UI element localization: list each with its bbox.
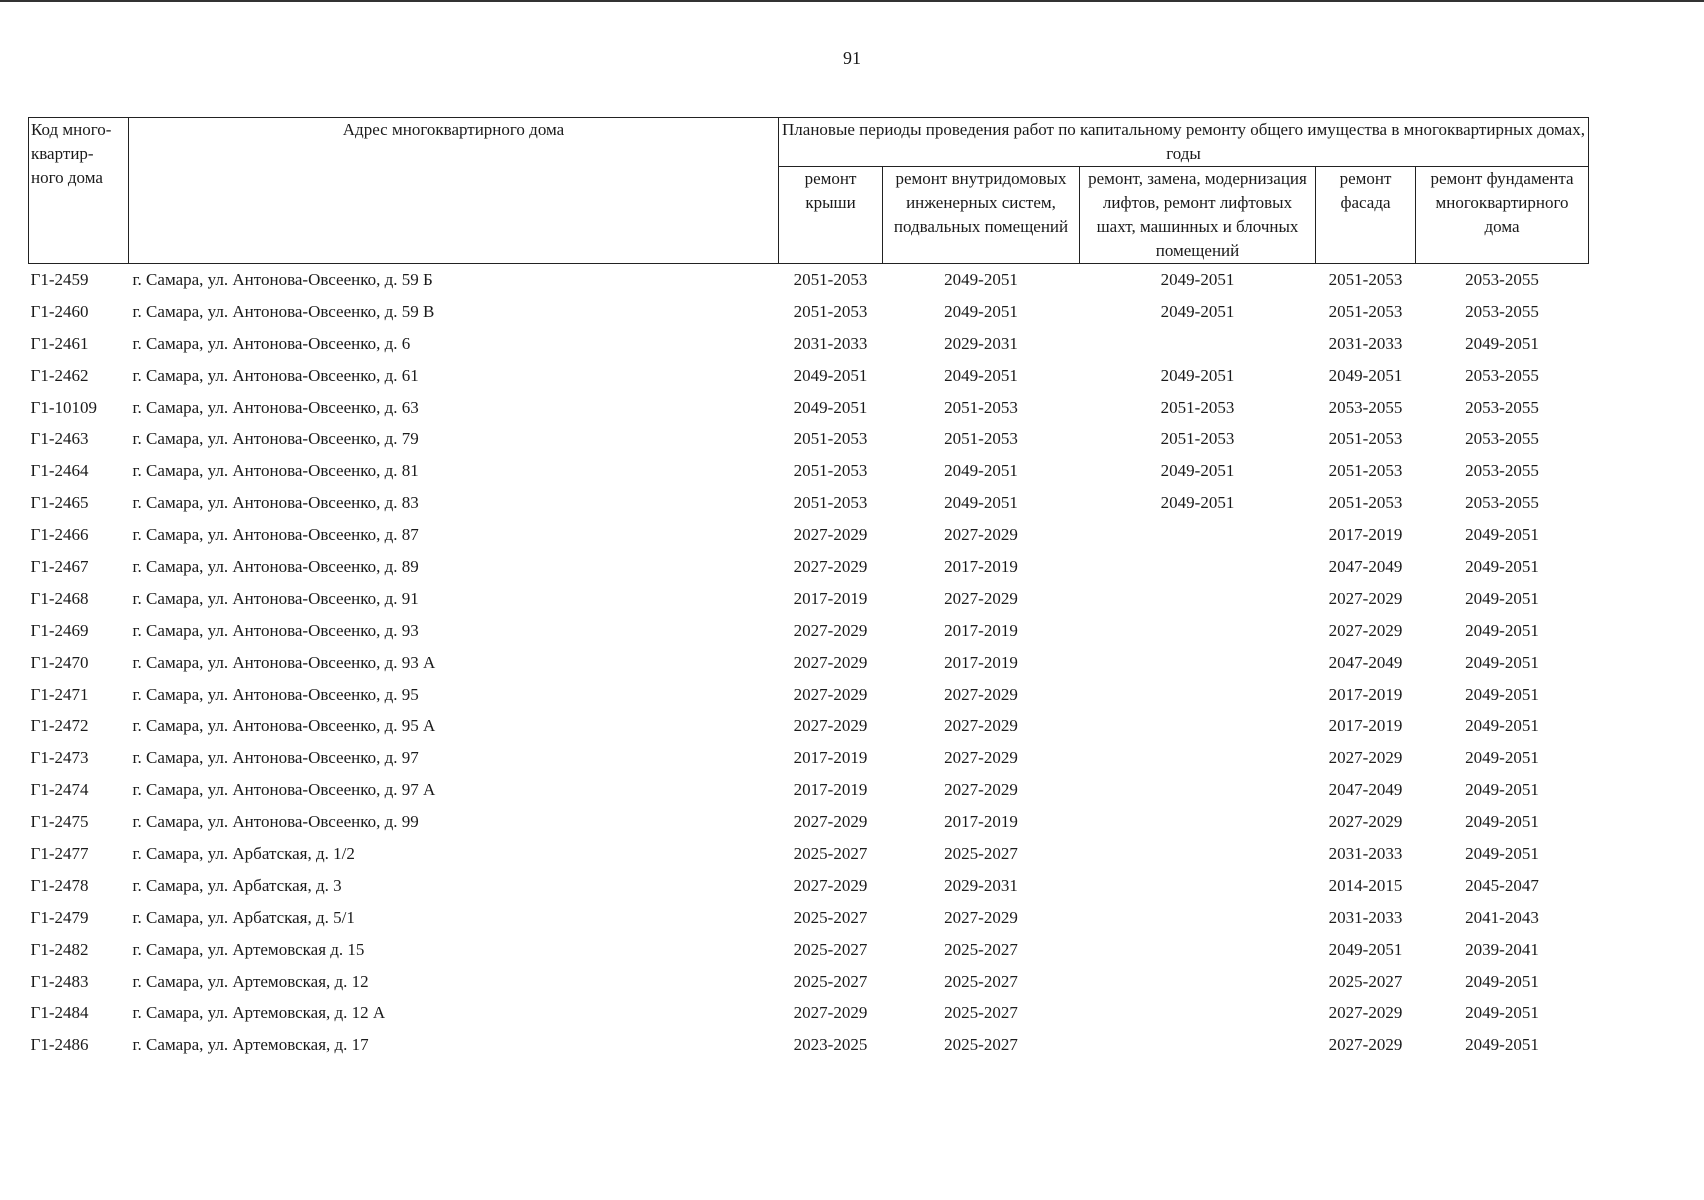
cell-roof: 2027-2029: [793, 716, 868, 736]
cell-foundation: 2049-2051: [1465, 525, 1539, 545]
cell-engineering: 2027-2029: [944, 684, 1018, 704]
cell-address: г. Самара, ул. Антонова-Овсеенко, д. 97: [132, 748, 419, 768]
cell-foundation: 2053-2055: [1465, 365, 1539, 385]
cell-facade: 2017-2019: [1328, 525, 1403, 545]
cell-roof: 2025-2027: [793, 971, 868, 991]
cell-engineering: 2025-2027: [944, 1035, 1018, 1055]
cell-roof: 2051-2053: [793, 301, 868, 321]
cell-code: Г1-2461: [30, 333, 89, 353]
cell-address: г. Самара, ул. Арбатская, д. 5/1: [132, 907, 355, 927]
cell-lift: [1080, 902, 1316, 934]
cell-facade: 2017-2019: [1328, 716, 1403, 736]
cell-roof: 2027-2029: [793, 556, 868, 576]
cell-roof: 2023-2025: [793, 1035, 868, 1055]
cell-code: Г1-2482: [30, 939, 89, 959]
cell-code: Г1-2467: [30, 556, 89, 576]
cell-lift: [1080, 742, 1316, 774]
cell-engineering: 2027-2029: [944, 780, 1018, 800]
cell-lift: 2051-2053: [1160, 429, 1235, 449]
cell-code: Г1-2462: [30, 365, 89, 385]
cell-facade: 2051-2053: [1328, 493, 1403, 513]
cell-lift: [1080, 806, 1316, 838]
page-top-border: [0, 0, 1704, 2]
cell-facade: 2014-2015: [1328, 875, 1403, 895]
table-row: [29, 264, 1589, 296]
cell-engineering: 2049-2051: [944, 461, 1018, 481]
cell-facade: 2025-2027: [1328, 971, 1403, 991]
header-foundation: ремонт фундамента многоквартирного дома: [1416, 167, 1589, 264]
cell-facade: 2047-2049: [1328, 652, 1403, 672]
cell-code: Г1-2464: [30, 461, 89, 481]
header-periods: Плановые периоды проведения работ по капитальному ремонту общего имущества в многоквартирных домах, годы: [779, 118, 1589, 167]
cell-engineering: 2049-2051: [944, 493, 1018, 513]
cell-facade: 2027-2029: [1328, 812, 1403, 832]
cell-engineering: 2029-2031: [944, 875, 1018, 895]
cell-address: г. Самара, ул. Антонова-Овсеенко, д. 79: [132, 429, 419, 449]
cell-facade: 2027-2029: [1328, 1003, 1403, 1023]
cell-foundation: 2049-2051: [1465, 780, 1539, 800]
cell-facade: 2017-2019: [1328, 684, 1403, 704]
cell-foundation: 2049-2051: [1465, 971, 1539, 991]
cell-foundation: 2049-2051: [1465, 684, 1539, 704]
cell-facade: 2051-2053: [1328, 269, 1403, 289]
cell-foundation: 2039-2041: [1465, 939, 1539, 959]
repair-schedule-table: [28, 117, 1589, 1061]
cell-foundation: 2053-2055: [1465, 269, 1539, 289]
table-row: [29, 806, 1589, 838]
cell-foundation: 2049-2051: [1465, 620, 1539, 640]
table-row: [29, 870, 1589, 902]
cell-engineering: 2049-2051: [944, 301, 1018, 321]
cell-lift: 2049-2051: [1160, 493, 1235, 513]
cell-facade: 2027-2029: [1328, 1035, 1403, 1055]
cell-lift: [1080, 519, 1316, 551]
header-address: Адрес многоквартирного дома: [129, 118, 779, 264]
cell-code: Г1-2471: [30, 684, 89, 704]
cell-foundation: 2049-2051: [1465, 333, 1539, 353]
cell-lift: 2049-2051: [1160, 365, 1235, 385]
cell-lift: 2051-2053: [1160, 397, 1235, 417]
cell-code: Г1-2463: [30, 429, 89, 449]
cell-engineering: 2051-2053: [944, 429, 1018, 449]
cell-foundation: 2049-2051: [1465, 1003, 1539, 1023]
cell-foundation: 2045-2047: [1465, 875, 1539, 895]
cell-engineering: 2029-2031: [944, 333, 1018, 353]
cell-address: г. Самара, ул. Артемовская, д. 17: [132, 1035, 369, 1055]
cell-lift: [1080, 647, 1316, 679]
cell-lift: [1080, 615, 1316, 647]
cell-facade: 2031-2033: [1328, 907, 1403, 927]
cell-code: Г1-10109: [30, 397, 97, 417]
table-row: [29, 487, 1589, 519]
cell-lift: [1080, 710, 1316, 742]
table-row: [29, 328, 1589, 360]
cell-engineering: 2017-2019: [944, 652, 1018, 672]
cell-engineering: 2025-2027: [944, 843, 1018, 863]
cell-foundation: 2049-2051: [1465, 812, 1539, 832]
cell-foundation: 2053-2055: [1465, 301, 1539, 321]
cell-engineering: 2017-2019: [944, 812, 1018, 832]
cell-roof: 2017-2019: [793, 588, 868, 608]
cell-facade: 2031-2033: [1328, 843, 1403, 863]
table-header: [29, 118, 1589, 264]
header-roof: ремонт крыши: [779, 167, 883, 264]
cell-address: г. Самара, ул. Антонова-Овсеенко, д. 87: [132, 525, 419, 545]
header-code: Код много-квартир-ного дома: [29, 118, 129, 264]
table-row: [29, 519, 1589, 551]
table-row: [29, 966, 1589, 998]
cell-foundation: 2053-2055: [1465, 397, 1539, 417]
cell-foundation: 2049-2051: [1465, 588, 1539, 608]
cell-code: Г1-2472: [30, 716, 89, 736]
cell-roof: 2027-2029: [793, 684, 868, 704]
cell-address: г. Самара, ул. Артемовская, д. 12: [132, 971, 369, 991]
table-row: [29, 902, 1589, 934]
table-row: [29, 934, 1589, 966]
cell-roof: 2027-2029: [793, 812, 868, 832]
cell-engineering: 2017-2019: [944, 556, 1018, 576]
table-row: [29, 1029, 1589, 1061]
cell-address: г. Самара, ул. Антонова-Овсеенко, д. 83: [132, 493, 419, 513]
cell-engineering: 2049-2051: [944, 365, 1018, 385]
cell-code: Г1-2478: [30, 875, 89, 895]
cell-lift: [1080, 966, 1316, 998]
cell-foundation: 2041-2043: [1465, 907, 1539, 927]
cell-code: Г1-2474: [30, 780, 89, 800]
table-row: [29, 423, 1589, 455]
cell-lift: [1080, 838, 1316, 870]
cell-roof: 2049-2051: [793, 365, 868, 385]
cell-address: г. Самара, ул. Антонова-Овсеенко, д. 97 А: [132, 780, 436, 800]
cell-foundation: 2053-2055: [1465, 493, 1539, 513]
cell-code: Г1-2465: [30, 493, 89, 513]
table-row: [29, 838, 1589, 870]
cell-foundation: 2049-2051: [1465, 1035, 1539, 1055]
cell-address: г. Самара, ул. Артемовская, д. 12 А: [132, 1003, 386, 1023]
cell-lift: 2049-2051: [1160, 461, 1235, 481]
cell-code: Г1-2469: [30, 620, 89, 640]
cell-foundation: 2049-2051: [1465, 748, 1539, 768]
table-body: [29, 264, 1589, 1062]
cell-facade: 2049-2051: [1328, 939, 1403, 959]
cell-lift: [1080, 997, 1316, 1029]
cell-roof: 2017-2019: [793, 780, 868, 800]
cell-engineering: 2051-2053: [944, 397, 1018, 417]
cell-code: Г1-2468: [30, 588, 89, 608]
cell-roof: 2027-2029: [793, 652, 868, 672]
cell-lift: [1080, 934, 1316, 966]
table-row: [29, 296, 1589, 328]
cell-code: Г1-2470: [30, 652, 89, 672]
cell-engineering: 2027-2029: [944, 748, 1018, 768]
cell-lift: [1080, 774, 1316, 806]
cell-facade: 2027-2029: [1328, 588, 1403, 608]
cell-address: г. Самара, ул. Антонова-Овсеенко, д. 6: [132, 333, 411, 353]
cell-address: г. Самара, ул. Артемовская д. 15: [132, 939, 365, 959]
cell-roof: 2025-2027: [793, 939, 868, 959]
cell-facade: 2027-2029: [1328, 620, 1403, 640]
cell-code: Г1-2466: [30, 525, 89, 545]
header-engineering: ремонт внутридомовых инженерных систем, подвальных помещений: [883, 167, 1080, 264]
table-row: [29, 774, 1589, 806]
cell-address: г. Самара, ул. Антонова-Овсеенко, д. 95: [132, 684, 419, 704]
cell-roof: 2017-2019: [793, 748, 868, 768]
cell-address: г. Самара, ул. Антонова-Овсеенко, д. 89: [132, 556, 419, 576]
cell-address: г. Самара, ул. Антонова-Овсеенко, д. 59 В: [132, 301, 435, 321]
cell-address: г. Самара, ул. Арбатская, д. 3: [132, 875, 342, 895]
table-row: [29, 615, 1589, 647]
cell-engineering: 2027-2029: [944, 525, 1018, 545]
cell-address: г. Самара, ул. Антонова-Овсеенко, д. 61: [132, 365, 419, 385]
cell-facade: 2051-2053: [1328, 461, 1403, 481]
page-number: 91: [843, 48, 861, 68]
cell-roof: 2027-2029: [793, 1003, 868, 1023]
cell-address: г. Самара, ул. Антонова-Овсеенко, д. 81: [132, 461, 419, 481]
cell-engineering: 2025-2027: [944, 971, 1018, 991]
cell-code: Г1-2459: [30, 269, 89, 289]
cell-lift: [1080, 328, 1316, 360]
cell-foundation: 2053-2055: [1465, 429, 1539, 449]
cell-code: Г1-2460: [30, 301, 89, 321]
cell-address: г. Самара, ул. Антонова-Овсеенко, д. 99: [132, 812, 419, 832]
table-row: [29, 583, 1589, 615]
cell-address: г. Самара, ул. Арбатская, д. 1/2: [132, 843, 355, 863]
cell-engineering: 2027-2029: [944, 907, 1018, 927]
cell-roof: 2051-2053: [793, 429, 868, 449]
cell-foundation: 2049-2051: [1465, 652, 1539, 672]
table-row: [29, 392, 1589, 424]
cell-engineering: 2049-2051: [944, 269, 1018, 289]
cell-roof: 2049-2051: [793, 397, 868, 417]
cell-address: г. Самара, ул. Антонова-Овсеенко, д. 63: [132, 397, 419, 417]
cell-foundation: 2049-2051: [1465, 716, 1539, 736]
cell-facade: 2031-2033: [1328, 333, 1403, 353]
cell-address: г. Самара, ул. Антонова-Овсеенко, д. 93 А: [132, 652, 436, 672]
table-row: [29, 551, 1589, 583]
cell-roof: 2051-2053: [793, 493, 868, 513]
cell-engineering: 2027-2029: [944, 588, 1018, 608]
cell-engineering: 2027-2029: [944, 716, 1018, 736]
cell-lift: [1080, 679, 1316, 711]
cell-roof: 2051-2053: [793, 461, 868, 481]
cell-address: г. Самара, ул. Антонова-Овсеенко, д. 93: [132, 620, 419, 640]
cell-roof: 2031-2033: [793, 333, 868, 353]
cell-code: Г1-2473: [30, 748, 89, 768]
cell-address: г. Самара, ул. Антонова-Овсеенко, д. 95 А: [132, 716, 436, 736]
cell-code: Г1-2477: [30, 843, 89, 863]
table-row: [29, 742, 1589, 774]
cell-code: Г1-2486: [30, 1035, 89, 1055]
cell-roof: 2051-2053: [793, 269, 868, 289]
cell-foundation: 2053-2055: [1465, 461, 1539, 481]
cell-foundation: 2049-2051: [1465, 556, 1539, 576]
cell-lift: 2049-2051: [1160, 301, 1235, 321]
cell-lift: [1080, 1029, 1316, 1061]
cell-engineering: 2017-2019: [944, 620, 1018, 640]
header-facade: ремонт фасада: [1316, 167, 1416, 264]
table-row: [29, 710, 1589, 742]
cell-foundation: 2049-2051: [1465, 843, 1539, 863]
cell-address: г. Самара, ул. Антонова-Овсеенко, д. 59 Б: [132, 269, 433, 289]
cell-lift: [1080, 583, 1316, 615]
cell-lift: [1080, 551, 1316, 583]
cell-facade: 2051-2053: [1328, 301, 1403, 321]
cell-engineering: 2025-2027: [944, 1003, 1018, 1023]
cell-roof: 2025-2027: [793, 843, 868, 863]
cell-roof: 2025-2027: [793, 907, 868, 927]
table-row: [29, 455, 1589, 487]
cell-code: Г1-2483: [30, 971, 89, 991]
cell-code: Г1-2479: [30, 907, 89, 927]
header-lift: ремонт, замена, модернизация лифтов, ремонт лифтовых шахт, машинных и блочных помещений: [1080, 167, 1316, 264]
cell-code: Г1-2484: [30, 1003, 89, 1023]
cell-facade: 2027-2029: [1328, 748, 1403, 768]
table-row: [29, 647, 1589, 679]
cell-facade: 2049-2051: [1328, 365, 1403, 385]
cell-roof: 2027-2029: [793, 525, 868, 545]
cell-facade: 2047-2049: [1328, 556, 1403, 576]
table-row: [29, 360, 1589, 392]
cell-engineering: 2025-2027: [944, 939, 1018, 959]
table-row: [29, 679, 1589, 711]
cell-facade: 2047-2049: [1328, 780, 1403, 800]
cell-code: Г1-2475: [30, 812, 89, 832]
cell-roof: 2027-2029: [793, 620, 868, 640]
table-row: [29, 997, 1589, 1029]
cell-lift: 2049-2051: [1160, 269, 1235, 289]
cell-roof: 2027-2029: [793, 875, 868, 895]
cell-lift: [1080, 870, 1316, 902]
cell-facade: 2053-2055: [1328, 397, 1403, 417]
cell-facade: 2051-2053: [1328, 429, 1403, 449]
cell-address: г. Самара, ул. Антонова-Овсеенко, д. 91: [132, 588, 419, 608]
